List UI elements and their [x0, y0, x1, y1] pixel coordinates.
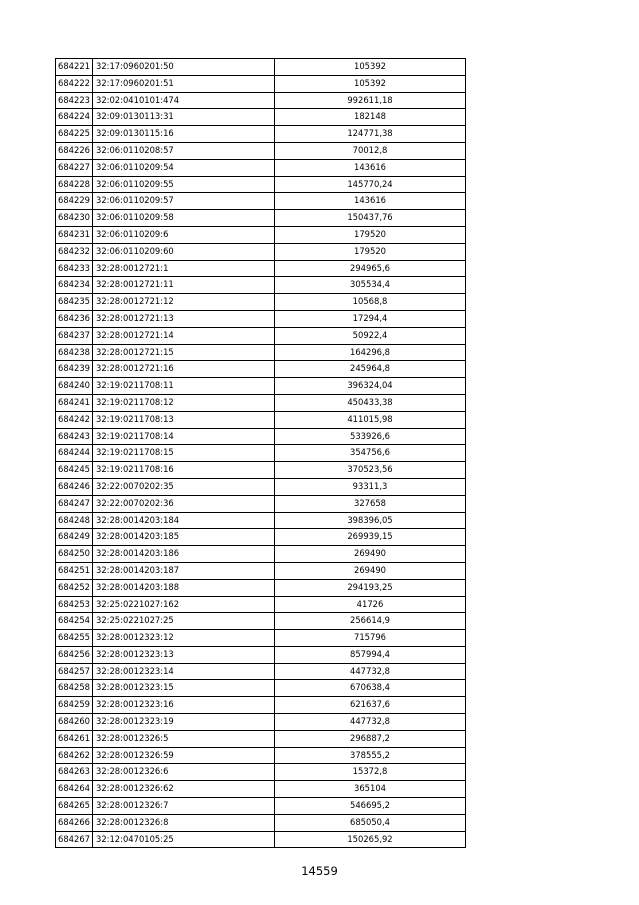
table-row [56, 260, 466, 277]
cadastral-value-cell: 50922,4 [275, 327, 466, 344]
cadastral-value-cell: 182148 [275, 109, 466, 126]
table-row [56, 714, 466, 731]
cadastral-number-cell: 32:28:0012323:13 [93, 646, 275, 663]
table-row [56, 663, 466, 680]
cadastral-value-cell: 411015,98 [275, 411, 466, 428]
table-row [56, 277, 466, 294]
cadastral-number-cell: 32:06:0110208:57 [93, 142, 275, 159]
cadastral-number-cell: 32:06:0110209:58 [93, 210, 275, 227]
row-number-cell: 684243 [56, 428, 93, 445]
cadastral-number-cell: 32:28:0012721:13 [93, 310, 275, 327]
table-row [56, 378, 466, 395]
row-number-cell: 684251 [56, 562, 93, 579]
cadastral-number-cell: 32:19:0211708:13 [93, 411, 275, 428]
row-number-cell: 684226 [56, 142, 93, 159]
cadastral-value-cell: 164296,8 [275, 344, 466, 361]
row-number-cell: 684228 [56, 176, 93, 193]
row-number-cell: 684260 [56, 714, 93, 731]
row-number-cell: 684222 [56, 75, 93, 92]
row-number-cell: 684252 [56, 579, 93, 596]
cadastral-value-cell: 105392 [275, 75, 466, 92]
cadastral-number-cell: 32:06:0110209:60 [93, 243, 275, 260]
row-number-cell: 684245 [56, 462, 93, 479]
row-number-cell: 684247 [56, 495, 93, 512]
table-row [56, 462, 466, 479]
cadastral-value-cell: 41726 [275, 596, 466, 613]
row-number-cell: 684240 [56, 378, 93, 395]
table-row [56, 730, 466, 747]
table-row [56, 310, 466, 327]
table-row [56, 243, 466, 260]
cadastral-number-cell: 32:28:0012326:8 [93, 814, 275, 831]
cadastral-number-cell: 32:06:0110209:55 [93, 176, 275, 193]
cadastral-value-cell: 70012,8 [275, 142, 466, 159]
cadastral-number-cell: 32:28:0012323:19 [93, 714, 275, 731]
row-number-cell: 684237 [56, 327, 93, 344]
table-row [56, 327, 466, 344]
cadastral-number-cell: 32:28:0012326:59 [93, 747, 275, 764]
table-row [56, 630, 466, 647]
cadastral-value-cell: 294193,25 [275, 579, 466, 596]
row-number-cell: 684261 [56, 730, 93, 747]
cadastral-number-cell: 32:28:0014203:188 [93, 579, 275, 596]
table-row [56, 344, 466, 361]
table-row [56, 75, 466, 92]
table-row [56, 680, 466, 697]
row-number-cell: 684248 [56, 512, 93, 529]
row-number-cell: 684242 [56, 411, 93, 428]
row-number-cell: 684234 [56, 277, 93, 294]
row-number-cell: 684249 [56, 529, 93, 546]
cadastral-value-cell: 450433,38 [275, 394, 466, 411]
cadastral-value-cell: 447732,8 [275, 714, 466, 731]
cadastral-value-cell: 179520 [275, 243, 466, 260]
cadastral-value-cell: 715796 [275, 630, 466, 647]
cadastral-number-cell: 32:09:0130113:31 [93, 109, 275, 126]
table-row [56, 646, 466, 663]
table-row [56, 613, 466, 630]
table-row [56, 814, 466, 831]
cadastral-value-cell: 533926,6 [275, 428, 466, 445]
table-row [56, 226, 466, 243]
cadastral-value-cell: 269490 [275, 546, 466, 563]
row-number-cell: 684236 [56, 310, 93, 327]
cadastral-value-cell: 269939,15 [275, 529, 466, 546]
cadastral-number-cell: 32:28:0012326:7 [93, 798, 275, 815]
cadastral-number-cell: 32:28:0012326:6 [93, 764, 275, 781]
cadastral-number-cell: 32:19:0211708:12 [93, 394, 275, 411]
cadastral-number-cell: 32:28:0012323:12 [93, 630, 275, 647]
cadastral-number-cell: 32:09:0130115:16 [93, 126, 275, 143]
cadastral-number-cell: 32:22:0070202:36 [93, 495, 275, 512]
row-number-cell: 684230 [56, 210, 93, 227]
table-row [56, 529, 466, 546]
cadastral-number-cell: 32:06:0110209:57 [93, 193, 275, 210]
cadastral-value-cell: 398396,05 [275, 512, 466, 529]
table-row [56, 831, 466, 848]
cadastral-value-table [55, 58, 466, 848]
table-row [56, 210, 466, 227]
cadastral-number-cell: 32:25:0221027:25 [93, 613, 275, 630]
table-row [56, 361, 466, 378]
cadastral-value-cell: 150265,92 [275, 831, 466, 848]
table-row [56, 59, 466, 76]
cadastral-value-cell: 269490 [275, 562, 466, 579]
cadastral-value-cell: 105392 [275, 59, 466, 76]
cadastral-number-cell: 32:25:0221027:162 [93, 596, 275, 613]
cadastral-value-cell: 15372,8 [275, 764, 466, 781]
row-number-cell: 684229 [56, 193, 93, 210]
row-number-cell: 684233 [56, 260, 93, 277]
table-row [56, 193, 466, 210]
cadastral-value-cell: 143616 [275, 159, 466, 176]
row-number-cell: 684255 [56, 630, 93, 647]
row-number-cell: 684238 [56, 344, 93, 361]
cadastral-number-cell: 32:22:0070202:35 [93, 478, 275, 495]
cadastral-number-cell: 32:17:0960201:51 [93, 75, 275, 92]
row-number-cell: 684257 [56, 663, 93, 680]
cadastral-number-cell: 32:17:0960201:50 [93, 59, 275, 76]
row-number-cell: 684253 [56, 596, 93, 613]
table-row [56, 394, 466, 411]
row-number-cell: 684221 [56, 59, 93, 76]
table-row [56, 445, 466, 462]
row-number-cell: 684227 [56, 159, 93, 176]
cadastral-number-cell: 32:28:0012323:15 [93, 680, 275, 697]
table-row [56, 176, 466, 193]
cadastral-value-cell: 150437,76 [275, 210, 466, 227]
cadastral-value-cell: 621637,6 [275, 697, 466, 714]
table-row [56, 596, 466, 613]
cadastral-value-cell: 546695,2 [275, 798, 466, 815]
table-row [56, 126, 466, 143]
row-number-cell: 684250 [56, 546, 93, 563]
cadastral-number-cell: 32:28:0012326:62 [93, 781, 275, 798]
page-number: 14559 [301, 864, 338, 878]
table-row [56, 579, 466, 596]
cadastral-value-cell: 685050,4 [275, 814, 466, 831]
table-row [56, 294, 466, 311]
cadastral-value-cell: 245964,8 [275, 361, 466, 378]
row-number-cell: 684267 [56, 831, 93, 848]
table-row [56, 411, 466, 428]
cadastral-value-cell: 93311,3 [275, 478, 466, 495]
table-row [56, 747, 466, 764]
cadastral-value-cell: 365104 [275, 781, 466, 798]
table-row [56, 764, 466, 781]
cadastral-number-cell: 32:06:0110209:54 [93, 159, 275, 176]
cadastral-number-cell: 32:28:0012323:16 [93, 697, 275, 714]
table-row [56, 781, 466, 798]
row-number-cell: 684241 [56, 394, 93, 411]
cadastral-number-cell: 32:28:0012721:16 [93, 361, 275, 378]
table-row [56, 546, 466, 563]
cadastral-value-cell: 857994,4 [275, 646, 466, 663]
cadastral-number-cell: 32:28:0012721:1 [93, 260, 275, 277]
row-number-cell: 684244 [56, 445, 93, 462]
cadastral-value-cell: 296887,2 [275, 730, 466, 747]
table-row [56, 142, 466, 159]
cadastral-value-cell: 143616 [275, 193, 466, 210]
cadastral-value-cell: 370523,56 [275, 462, 466, 479]
row-number-cell: 684224 [56, 109, 93, 126]
table-row [56, 697, 466, 714]
cadastral-value-cell: 354756,6 [275, 445, 466, 462]
row-number-cell: 684225 [56, 126, 93, 143]
row-number-cell: 684246 [56, 478, 93, 495]
cadastral-value-cell: 256614,9 [275, 613, 466, 630]
cadastral-number-cell: 32:28:0012721:12 [93, 294, 275, 311]
cadastral-value-cell: 145770,24 [275, 176, 466, 193]
cadastral-number-cell: 32:19:0211708:11 [93, 378, 275, 395]
cadastral-number-cell: 32:06:0110209:6 [93, 226, 275, 243]
cadastral-number-cell: 32:28:0012721:11 [93, 277, 275, 294]
row-number-cell: 684262 [56, 747, 93, 764]
cadastral-value-cell: 670638,4 [275, 680, 466, 697]
cadastral-number-cell: 32:02:0410101:474 [93, 92, 275, 109]
table-row [56, 562, 466, 579]
cadastral-number-cell: 32:19:0211708:16 [93, 462, 275, 479]
cadastral-value-cell: 447732,8 [275, 663, 466, 680]
row-number-cell: 684259 [56, 697, 93, 714]
cadastral-number-cell: 32:19:0211708:14 [93, 428, 275, 445]
cadastral-number-cell: 32:28:0012721:14 [93, 327, 275, 344]
table-row [56, 159, 466, 176]
cadastral-value-cell: 17294,4 [275, 310, 466, 327]
row-number-cell: 684239 [56, 361, 93, 378]
cadastral-value-cell: 992611,18 [275, 92, 466, 109]
row-number-cell: 684256 [56, 646, 93, 663]
table-row [56, 109, 466, 126]
row-number-cell: 684264 [56, 781, 93, 798]
cadastral-number-cell: 32:28:0014203:186 [93, 546, 275, 563]
row-number-cell: 684231 [56, 226, 93, 243]
row-number-cell: 684258 [56, 680, 93, 697]
cadastral-value-cell: 179520 [275, 226, 466, 243]
table-row [56, 512, 466, 529]
cadastral-value-cell: 10568,8 [275, 294, 466, 311]
cadastral-value-cell: 327658 [275, 495, 466, 512]
row-number-cell: 684266 [56, 814, 93, 831]
cadastral-number-cell: 32:12:0470105:25 [93, 831, 275, 848]
table-body [56, 59, 466, 848]
table-row [56, 428, 466, 445]
cadastral-value-cell: 294965,6 [275, 260, 466, 277]
row-number-cell: 684235 [56, 294, 93, 311]
cadastral-number-cell: 32:28:0014203:185 [93, 529, 275, 546]
table-row [56, 495, 466, 512]
table-row [56, 92, 466, 109]
row-number-cell: 684232 [56, 243, 93, 260]
table-row [56, 798, 466, 815]
cadastral-value-cell: 124771,38 [275, 126, 466, 143]
cadastral-number-cell: 32:19:0211708:15 [93, 445, 275, 462]
row-number-cell: 684223 [56, 92, 93, 109]
cadastral-value-cell: 396324,04 [275, 378, 466, 395]
cadastral-value-cell: 378555,2 [275, 747, 466, 764]
table-row [56, 478, 466, 495]
cadastral-number-cell: 32:28:0012326:5 [93, 730, 275, 747]
cadastral-value-cell: 305534,4 [275, 277, 466, 294]
cadastral-number-cell: 32:28:0014203:184 [93, 512, 275, 529]
row-number-cell: 684254 [56, 613, 93, 630]
cadastral-number-cell: 32:28:0014203:187 [93, 562, 275, 579]
row-number-cell: 684263 [56, 764, 93, 781]
cadastral-number-cell: 32:28:0012323:14 [93, 663, 275, 680]
cadastral-number-cell: 32:28:0012721:15 [93, 344, 275, 361]
row-number-cell: 684265 [56, 798, 93, 815]
